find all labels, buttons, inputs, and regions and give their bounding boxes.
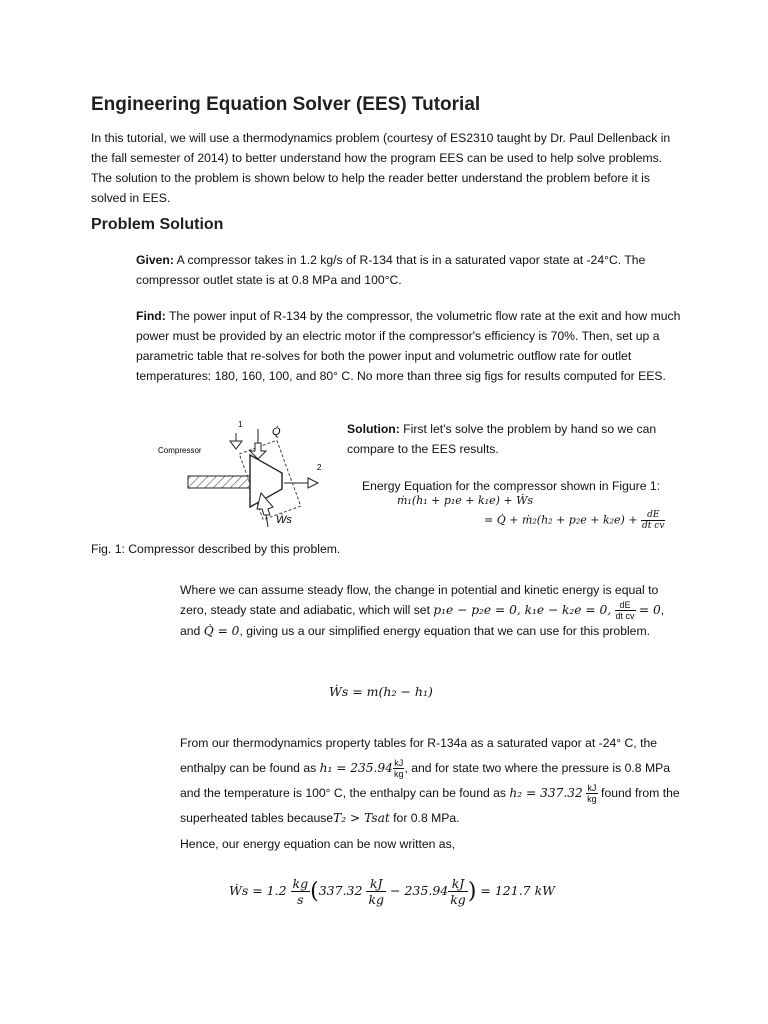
- compressor-label: Compressor: [158, 446, 202, 455]
- assumptions-text-1: Where we can assume steady flow, the change in potential and kinetic energy is equal to zero, steady state and adiabatic, which will set: [180, 583, 659, 617]
- assumptions-math-2: = 0: [638, 603, 661, 617]
- energy-equation-line2: [484, 510, 665, 531]
- final-h1-unit: [448, 876, 468, 907]
- inlet-arrowhead: [230, 441, 242, 449]
- final-h2-unit: [366, 876, 386, 907]
- h2-unit: [586, 783, 598, 804]
- kg-per-s-num: kg: [292, 876, 309, 891]
- energy-equation-label: Energy Equation for the compressor shown in Figure 1:: [362, 479, 661, 493]
- find-paragraph: [136, 306, 684, 386]
- h1-unit-den: kg: [393, 769, 404, 780]
- heat-label: Q̇: [272, 426, 281, 438]
- kg-per-s: [291, 876, 311, 907]
- h1-value: h₁ = 235.94: [319, 761, 393, 775]
- given-text: A compressor takes in 1.2 kg/s of R-134 that is in a saturated vapor state at -24°C. The compressor outlet state is at 0.8 MPa and 100°C.: [136, 253, 646, 287]
- final-h2-unit-num: kJ: [366, 876, 386, 892]
- final-equation: Ẇs = 1.2 $\frac{kg}{s}$ (337.32 $\frac{kJ}{kg}$ − 235.94 $\frac{kJ}{kg}$ ) = 121.7 kW: [229, 876, 556, 907]
- h2-unit-den: kg: [587, 794, 597, 805]
- find-label: Find:: [136, 309, 166, 323]
- page-title: Engineering Equation Solver (EES) Tutorial: [91, 94, 481, 115]
- final-h1: 235.94: [404, 883, 449, 898]
- solution-paragraph: [347, 419, 687, 459]
- compressor-figure: [150, 415, 330, 540]
- tables-text-2: , and for state two where the pressure is 0.8 MPa and the temperature is 100° C, the enthalpy can be found as: [180, 761, 671, 800]
- tables-text-1: From our thermodynamics property tables for R-134a as a saturated vapor at -24° C, the enthalpy can be found as: [180, 736, 658, 775]
- kg-per-s-den: s: [297, 892, 304, 907]
- dt-denominator: dt cv: [642, 521, 665, 531]
- given-label: Given:: [136, 253, 174, 267]
- dt-inline-den: dt cv: [615, 611, 635, 622]
- h1-unit: [393, 758, 405, 779]
- final-h2: 337.32: [318, 883, 363, 898]
- simplified-equation: Ẇs = m(h₂ − h₁): [329, 684, 433, 699]
- assumptions-math-1: p₁e − p₂e = 0, k₁e − k₂e = 0,: [433, 603, 612, 617]
- assumptions-text-3: , giving us a our simplified energy equation that we can use for this problem.: [239, 624, 650, 639]
- assumptions-math-3: Q̇ = 0: [203, 624, 240, 639]
- outlet-arrowhead: [308, 478, 318, 488]
- dE-dt-fraction-inline: [615, 600, 636, 621]
- work-label: Ẇs: [276, 514, 292, 526]
- dE-inline-num: dE: [615, 600, 636, 611]
- final-h1-unit-den: kg: [450, 892, 466, 907]
- tables-text-3: found from the superheated tables because: [180, 786, 680, 825]
- work-arrow-shaft: [266, 515, 268, 527]
- intro-paragraph: In this tutorial, we will use a thermodynamics problem (courtesy of ES2310 taught by Dr. Paul Dellenback in the fall semester of 2014) to better understand how the program EES can be used to help solve problems. The solution to the problem is shown below to help the reader better understand the problem before it is solved in EES.: [91, 131, 671, 205]
- figure-caption: Fig. 1: Compressor described by this problem.: [91, 542, 341, 556]
- h2-unit-num: kJ: [587, 783, 597, 794]
- property-tables-paragraph: [180, 731, 685, 831]
- tsat-condition: T₂ > Tsat: [333, 811, 390, 825]
- assumptions-paragraph: [180, 580, 685, 641]
- energy-equation-line1: ṁ₁(h₁ + p₁e + k₁e) + Ẇs: [397, 494, 534, 507]
- given-paragraph: [136, 250, 684, 290]
- dE-numerator: dE: [641, 510, 665, 521]
- final-result: = 121.7 kW: [480, 883, 556, 898]
- solution-text: First let's solve the problem by hand so we can compare to the EES results.: [347, 422, 657, 456]
- state-1-label: 1: [238, 420, 243, 429]
- tables-text-4: for 0.8 MPa.: [389, 811, 460, 825]
- h2-value: h₂ = 337.32: [509, 786, 583, 800]
- state-2-label: 2: [317, 463, 322, 472]
- final-h2-unit-den: kg: [368, 892, 385, 907]
- final-lhs: Ẇs = 1.2: [229, 883, 287, 898]
- dE-dt-fraction: [641, 510, 665, 531]
- energy-equation-rhs: = Q̇ + ṁ₂(h₂ + p₂e + k₂e) +: [484, 513, 638, 527]
- h1-unit-num: kJ: [394, 758, 404, 769]
- final-h1-unit-num: kJ: [448, 876, 468, 892]
- hence-paragraph: Hence, our energy equation can be now written as,: [180, 837, 456, 851]
- section-heading: Problem Solution: [91, 216, 224, 233]
- solution-label: Solution:: [347, 422, 400, 436]
- assumptions-text-2: , and: [180, 603, 665, 639]
- find-text: The power input of R-134 by the compressor, the volumetric flow rate at the exit and how much power must be provided by an electric motor if the compressor's efficiency is 70%. Then, set up a parametric table that re-solves for both the power input and volumetric outflow rate for outlet temperatures: 180, 160, 100, and 80° C. No more than three sig figs for results computed for EES.: [136, 309, 681, 383]
